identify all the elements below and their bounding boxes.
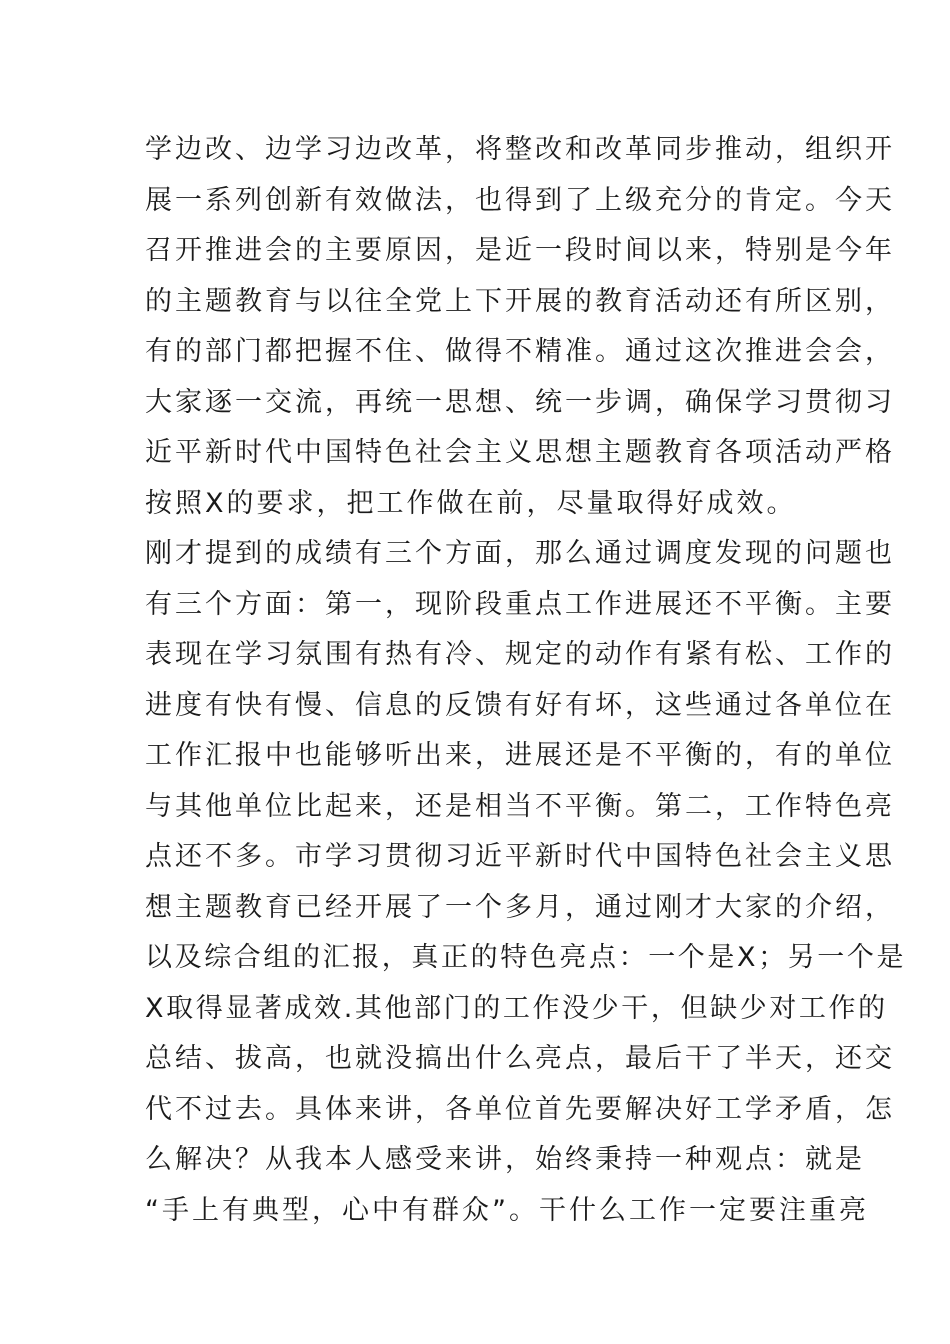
text-line: 刚才提到的成绩有三个方面，那么通过调度发现的问题也 [145,538,895,569]
text-line: 总结、拔高，也就没搞出什么亮点，最后干了半天，还交 [145,1043,895,1074]
text-line: 近平新时代中国特色社会主义思想主题教育各项活动严格 [145,437,895,468]
text-line: 工作汇报中也能够听出来，进展还是不平衡的，有的单位 [145,740,895,771]
text-line: 点还不多。市学习贯彻习近平新时代中国特色社会主义思 [145,841,895,872]
text-line: “手上有典型，心中有群众”。干什么工作一定要注重亮 [145,1194,869,1226]
body-text [145,125,907,1236]
text-line: 么解决？从我本人感受来讲，始终秉持一种观点：就是 [145,1144,865,1175]
text-line: 展一系列创新有效做法，也得到了上级充分的肯定。今天 [145,184,895,216]
text-line: 有三个方面：第一，现阶段重点工作进展还不平衡。主要 [145,588,895,620]
text-line: 想主题教育已经开展了一个多月，通过刚才大家的介绍， [145,891,895,923]
text-line: X取得显著成效.其他部门的工作没少干，但缺少对工作的 [145,992,888,1024]
text-line: 召开推进会的主要原因，是近一段时间以来，特别是今年 [145,235,895,266]
text-line: 的主题教育与以往全党上下开展的教育活动还有所区别， [145,285,895,317]
text-line: 代不过去。具体来讲，各单位首先要解决好工学矛盾，怎 [145,1093,895,1125]
text-line: 按照X的要求，把工作做在前，尽量取得好成效。 [145,487,797,519]
text-line: 与其他单位比起来，还是相当不平衡。第二，工作特色亮 [145,790,895,822]
text-line: 进度有快有慢、信息的反馈有好有坏，这些通过各单位在 [145,689,895,721]
text-line: 学边改、边学习边改革，将整改和改革同步推动，组织开 [145,134,895,165]
text-line: 有的部门都把握不住、做得不精准。通过这次推进会会， [145,336,895,367]
text-line: 大家逐一交流，再统一思想、统一步调，确保学习贯彻习 [145,386,895,418]
text-line: 表现在学习氛围有热有冷、规定的动作有紧有松、工作的 [145,639,895,670]
text-line: 以及综合组的汇报，真正的特色亮点：一个是X；另一个是 [145,942,907,973]
